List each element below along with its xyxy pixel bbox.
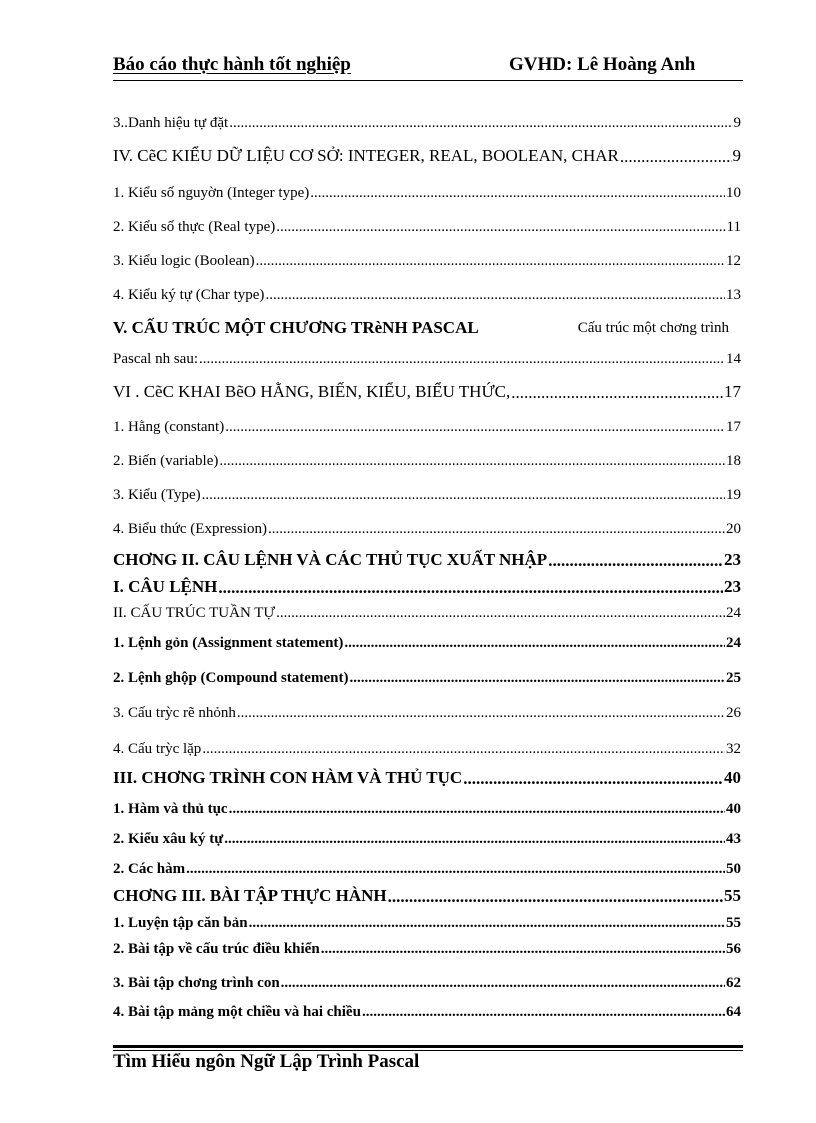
toc-entry[interactable] xyxy=(113,480,741,504)
toc-entry-section-5-heading[interactable] xyxy=(113,318,741,338)
toc-entry-title: II. CẤU TRÚC TUẦN TỰ xyxy=(113,605,276,621)
toc-entry[interactable] xyxy=(113,824,741,848)
toc-entry[interactable] xyxy=(113,882,741,906)
toc-leader xyxy=(268,520,725,538)
toc-entry[interactable] xyxy=(113,997,741,1021)
toc-leader xyxy=(186,860,725,878)
page-header xyxy=(113,52,743,78)
toc-entry[interactable] xyxy=(113,968,741,992)
toc-entry-title: 2. Kiểu số thực (Real type) xyxy=(113,219,276,235)
header-report-title: Báo cáo thực hành tốt nghiệp xyxy=(113,54,351,75)
toc-entry[interactable] xyxy=(113,280,741,304)
toc-leader xyxy=(219,452,725,470)
toc-entry-page: 17 xyxy=(724,382,741,401)
toc-entry-page: 55 xyxy=(724,886,741,905)
header-instructor: GVHD: Lê Hoàng Anh xyxy=(509,54,696,75)
toc-entry-title: III. CHƠNG TRÌNH CON HÀM VÀ THỦ TỤC xyxy=(113,768,463,787)
toc-entry-page: 18 xyxy=(726,453,741,469)
toc-entry-title: CHƠNG II. CÂU LỆNH VÀ CÁC THỦ TỤC XUẤT NHẬP xyxy=(113,550,548,569)
toc-entry[interactable] xyxy=(113,212,741,236)
toc-entry-title: 2. Biến (variable) xyxy=(113,453,219,469)
toc-entry[interactable] xyxy=(113,246,741,270)
toc-entry[interactable] xyxy=(113,546,741,570)
toc-entry[interactable] xyxy=(113,573,741,597)
toc-entry-page: 24 xyxy=(726,605,741,621)
toc-leader xyxy=(620,148,732,166)
toc-entry-title: 3. Kiểu (Type) xyxy=(113,487,201,503)
toc-entry[interactable] xyxy=(113,698,741,722)
toc-entry-title: 4. Kiểu ký tự (Char type) xyxy=(113,287,265,303)
toc-entry-page: 11 xyxy=(726,219,741,235)
toc-entry[interactable] xyxy=(113,908,741,932)
toc-entry-title: 4. Bài tập mảng một chiều và hai chiều xyxy=(113,1004,361,1020)
toc-entry-page: 50 xyxy=(726,861,741,877)
toc-leader xyxy=(511,384,723,402)
toc-entry[interactable] xyxy=(113,598,741,622)
toc-leader xyxy=(276,218,725,236)
toc-entry-page: 23 xyxy=(724,550,741,569)
toc-entry-title: 1. Hàm và thủ tục xyxy=(113,801,228,817)
toc-entry-title: 3. Bài tập chơng trình con xyxy=(113,975,280,991)
toc-entry-page: 62 xyxy=(726,975,741,991)
toc-entry-title: 1. Lệnh gỏn (Assignment statement) xyxy=(113,635,344,651)
toc-entry[interactable] xyxy=(113,142,741,166)
toc-leader xyxy=(249,914,725,932)
toc-entry-page: 14 xyxy=(726,351,741,367)
toc-leader xyxy=(344,634,725,652)
toc-leader xyxy=(281,974,725,992)
toc-leader xyxy=(202,486,725,504)
toc-entry-title: 4. Biểu thức (Expression) xyxy=(113,521,267,537)
page-footer xyxy=(113,1045,743,1075)
toc-leader xyxy=(388,888,723,906)
toc-entry[interactable] xyxy=(113,514,741,538)
toc-leader xyxy=(237,704,725,722)
toc-entry-page: 24 xyxy=(726,635,741,651)
toc-entry-page: 20 xyxy=(726,521,741,537)
toc-leader xyxy=(276,604,725,622)
toc-entry[interactable] xyxy=(113,934,741,958)
toc-entry[interactable] xyxy=(113,378,741,402)
toc-leader xyxy=(362,1003,725,1021)
section-5-heading: V. CẤU TRÚC MỘT CHƯƠNG TRèNH PASCAL xyxy=(113,318,479,337)
toc-entry[interactable] xyxy=(113,794,741,818)
toc-entry-page: 32 xyxy=(726,741,741,757)
toc-entry-title: 2. Kiểu xâu ký tự xyxy=(113,831,224,847)
toc-leader xyxy=(265,286,725,304)
toc-entry[interactable] xyxy=(113,854,741,878)
toc-entry[interactable] xyxy=(113,628,741,652)
toc-entry-page: 17 xyxy=(726,419,741,435)
header-rule xyxy=(113,80,743,81)
toc-entry-title: CHƠNG III. BÀI TẬP THỰC HÀNH xyxy=(113,886,387,905)
toc-leader xyxy=(321,940,725,958)
toc-entry-title: 1. Kiểu số nguyờn (Integer type) xyxy=(113,185,310,201)
toc-entry[interactable] xyxy=(113,734,741,758)
toc-entry-title: 4. Cấu trỳc lặp xyxy=(113,741,202,757)
toc-entry-page: 19 xyxy=(726,487,741,503)
toc-entry-title: IV. CẽC KIỂU DỮ LIỆU CƠ SỞ: INTEGER, REAL, BOOLEAN, CHAR xyxy=(113,146,619,165)
toc-entry-page: 9 xyxy=(732,146,741,165)
toc-entry-page: 13 xyxy=(726,287,741,303)
toc-entry[interactable] xyxy=(113,446,741,470)
toc-entry-page: 55 xyxy=(726,915,741,931)
toc-entry[interactable] xyxy=(113,764,741,788)
toc-leader xyxy=(349,669,725,687)
toc-entry-page: 40 xyxy=(726,801,741,817)
toc-leader xyxy=(199,350,725,368)
toc-leader xyxy=(310,184,725,202)
footer-title: Tìm Hiểu ngôn Ngữ Lập Trình Pascal xyxy=(113,1051,420,1072)
toc-entry-page: 64 xyxy=(726,1004,741,1020)
toc-entry[interactable] xyxy=(113,663,741,687)
toc-leader xyxy=(229,114,732,132)
toc-entry-title: 2. Các hàm xyxy=(113,861,186,877)
toc-leader xyxy=(256,252,725,270)
toc-leader xyxy=(548,552,723,570)
toc-entry-title: 2. Bài tập về cấu trúc điều khiển xyxy=(113,941,320,957)
toc-leader xyxy=(225,418,725,436)
toc-entry-page: 12 xyxy=(726,253,741,269)
footer-rule-thick xyxy=(113,1045,743,1048)
toc-entry-page: 43 xyxy=(726,831,741,847)
toc-entry-title: 3. Cấu trỳc rẽ nhỏnh xyxy=(113,705,236,721)
toc-entry[interactable] xyxy=(113,412,741,436)
toc-entry-title: 3. Kiểu logic (Boolean) xyxy=(113,253,255,269)
toc-entry-page: 10 xyxy=(726,185,741,201)
toc-leader xyxy=(463,770,723,788)
toc-entry[interactable] xyxy=(113,108,741,132)
toc-entry[interactable] xyxy=(113,344,741,368)
toc-leader xyxy=(202,740,725,758)
toc-entry-title: 3..Danh hiệu tự đặt xyxy=(113,115,229,131)
toc-entry-title: I. CÂU LỆNH xyxy=(113,577,218,596)
toc-entry-page: 56 xyxy=(726,941,741,957)
toc-entry-title: 2. Lệnh ghộp (Compound statement) xyxy=(113,670,349,686)
toc-entry-page: 9 xyxy=(733,115,741,131)
toc-entry-title: Pascal nh sau: xyxy=(113,351,198,367)
toc-entry-title: VI . CẽC KHAI BẽO HẰNG, BIẾN, KIỂU, BIỂU THỨC, xyxy=(113,382,511,401)
toc-leader xyxy=(229,800,725,818)
toc-entry-page: 25 xyxy=(726,670,741,686)
toc-leader xyxy=(218,579,723,597)
toc-entry-page: 26 xyxy=(726,705,741,721)
toc-leader xyxy=(224,830,725,848)
toc-entry[interactable] xyxy=(113,178,741,202)
toc-entry-title: 1. Hằng (constant) xyxy=(113,419,225,435)
toc-entry-title: 1. Luyện tập căn bản xyxy=(113,915,248,931)
toc-entry-page: 23 xyxy=(724,577,741,596)
toc-entry-page: 40 xyxy=(724,768,741,787)
section-5-heading-continuation: Cấu trúc một chơng trình xyxy=(577,320,729,336)
